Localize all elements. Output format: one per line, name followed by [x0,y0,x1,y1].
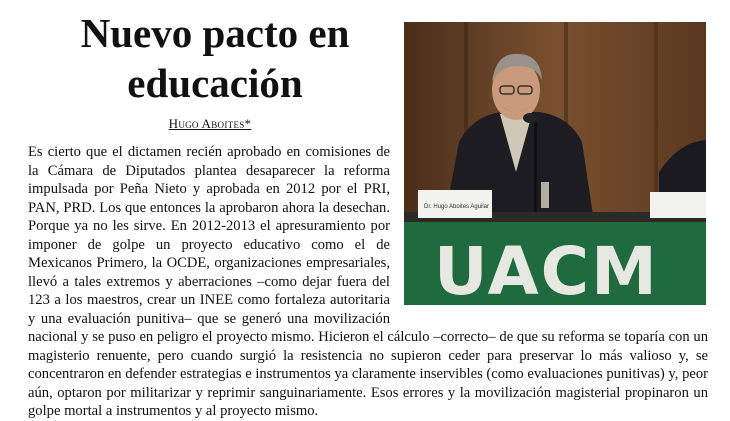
microphone-stand [534,122,537,217]
photo-illustration [404,22,706,305]
article-body-text: Es cierto que el dictamen recién aprobado en comisiones de la Cámara de Diputados plantea desaparecer la reforma impulsada por Peña Nieto y aprobada en 2012 por el PRI, PAN, PRD. Los que entonces la aprobaron ahora la desechan. Porque ya no les sirve. En 2012-2013 el apresuramiento por imponer de golpe un proyecto educativo como el de Mexicanos Primero, la OCDE, organizaciones empresariales, llevó a tales extremos y aberraciones –como dejar fuera del 123 a los maestros, crear un INEE como fortaleza autoritaria y una evaluación punitiva– que se generó una movilización nacional y se puso en peligro el proyecto mismo. Hicieron el cálculo –correcto– de que su reforma se toparía con un magisterio renuente, pero cuando surgió la resistencia no supieron ceder para preservar lo más valioso y, se concentraron en defender estrategias e instrumentos ya claramente inservibles (como evaluaciones punitivas) y, peor aún, optaron por militarizar y reprimir sanguinariamente. Esos errores y la movilización magisterial propinaron un golpe mortal a instrumentos y al proyecto mismo. [28,144,708,419]
author-photo [404,22,706,305]
nameplate-right [650,192,706,218]
banner-text: UACM [434,233,659,305]
nameplate-text: Dr. Hugo Aboites Aguilar [424,204,490,210]
author-byline: Hugo Aboites* [168,116,252,131]
title-line-1: Nuevo pacto en [80,10,350,56]
title-line-2: educación [127,60,303,106]
article-title [20,8,410,108]
microphone [523,113,537,123]
